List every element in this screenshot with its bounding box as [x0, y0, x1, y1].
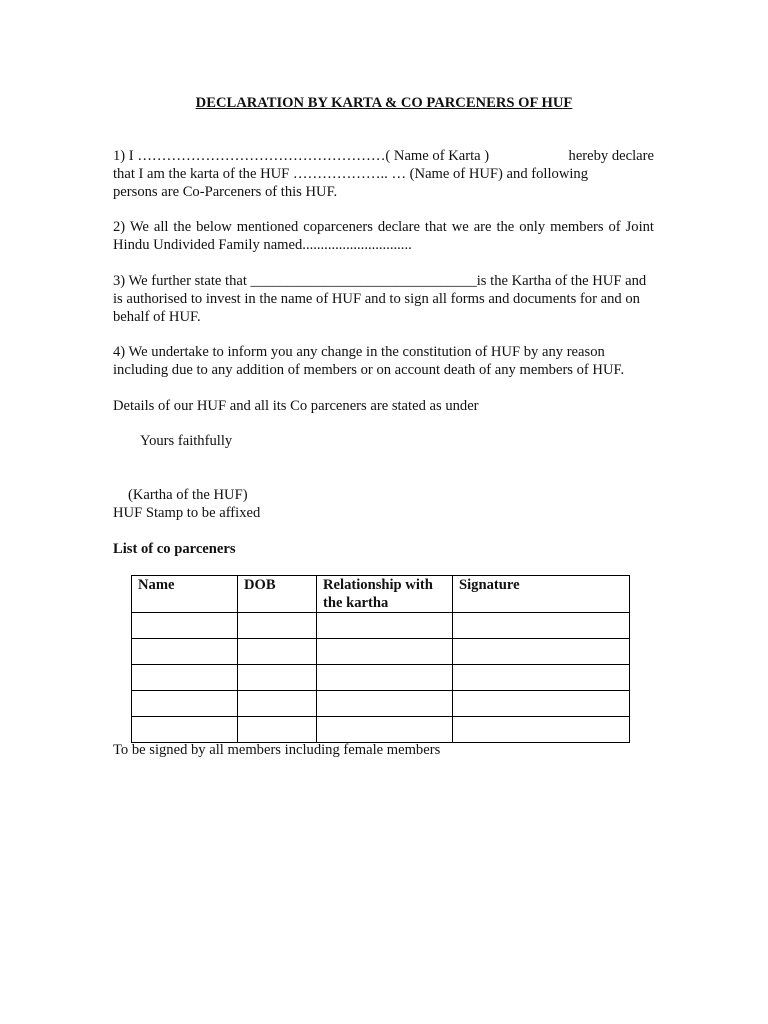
table-cell[interactable] [453, 717, 630, 743]
table-cell[interactable] [132, 613, 238, 639]
huf-stamp-note: HUF Stamp to be affixed [113, 505, 261, 521]
paragraph-1-line-3: persons are Co-Parceners of this HUF. [113, 184, 338, 200]
document-title: DECLARATION BY KARTA & CO PARCENERS OF HUF [195, 95, 573, 111]
table-row [132, 665, 630, 691]
table-row [132, 613, 630, 639]
header-signature: Signature [453, 576, 630, 613]
table-cell[interactable] [453, 665, 630, 691]
karta-signature-label: (Kartha of the HUF) [128, 487, 248, 503]
table-cell[interactable] [238, 613, 317, 639]
paragraph-1-line-1 [113, 147, 654, 165]
paragraph-4: 4) We undertake to inform you any change in the constitution of HUF by any reason including due to any addition of members or on account death of any members of HUF. [113, 344, 625, 378]
table-cell[interactable] [132, 691, 238, 717]
table-cell[interactable] [453, 613, 630, 639]
table-cell[interactable] [238, 717, 317, 743]
paragraph-2: 2) We all the below mentioned coparceners declare that we are the only members of Joint Hindu Undivided Family named.............................. [113, 219, 654, 253]
table-cell[interactable] [317, 613, 453, 639]
closing-salutation: Yours faithfully [140, 433, 233, 449]
table-cell[interactable] [317, 639, 453, 665]
paragraph-5: Details of our HUF and all its Co parceners are stated as under [113, 398, 479, 414]
hereby-declare-text: hereby declare [568, 148, 654, 164]
table-row [132, 639, 630, 665]
header-dob: DOB [238, 576, 317, 613]
paragraph-1-line-2 [113, 165, 654, 183]
huf-name-blank: that I am the karta of the HUF ……………….. … (Name of HUF) and following [113, 166, 589, 182]
table-cell[interactable] [132, 639, 238, 665]
table-cell[interactable] [317, 717, 453, 743]
paragraph-1 [113, 147, 654, 201]
header-name: Name [132, 576, 238, 613]
table-cell[interactable] [238, 665, 317, 691]
table-cell[interactable] [453, 639, 630, 665]
table-cell[interactable] [132, 717, 238, 743]
karta-name-blank: 1) I ……………………………………………( Name of Karta ) [113, 148, 490, 164]
table-cell[interactable] [238, 639, 317, 665]
signing-instruction: To be signed by all members including female members [113, 742, 441, 758]
coparceners-list-heading: List of co parceners [113, 541, 236, 557]
paragraph-3: 3) We further state that _______________________________is the Kartha of the HUF and is authorised to invest in the name of HUF and to sign all forms and documents for and on behalf of HUF. [113, 273, 647, 325]
table-row [132, 691, 630, 717]
table-cell[interactable] [132, 665, 238, 691]
header-relationship: Relationship with the kartha [317, 576, 453, 613]
table-cell[interactable] [317, 665, 453, 691]
table-row [132, 717, 630, 743]
table-cell[interactable] [317, 691, 453, 717]
coparceners-table [131, 575, 630, 743]
table-cell[interactable] [238, 691, 317, 717]
table-cell[interactable] [453, 691, 630, 717]
table-header-row [132, 576, 630, 613]
